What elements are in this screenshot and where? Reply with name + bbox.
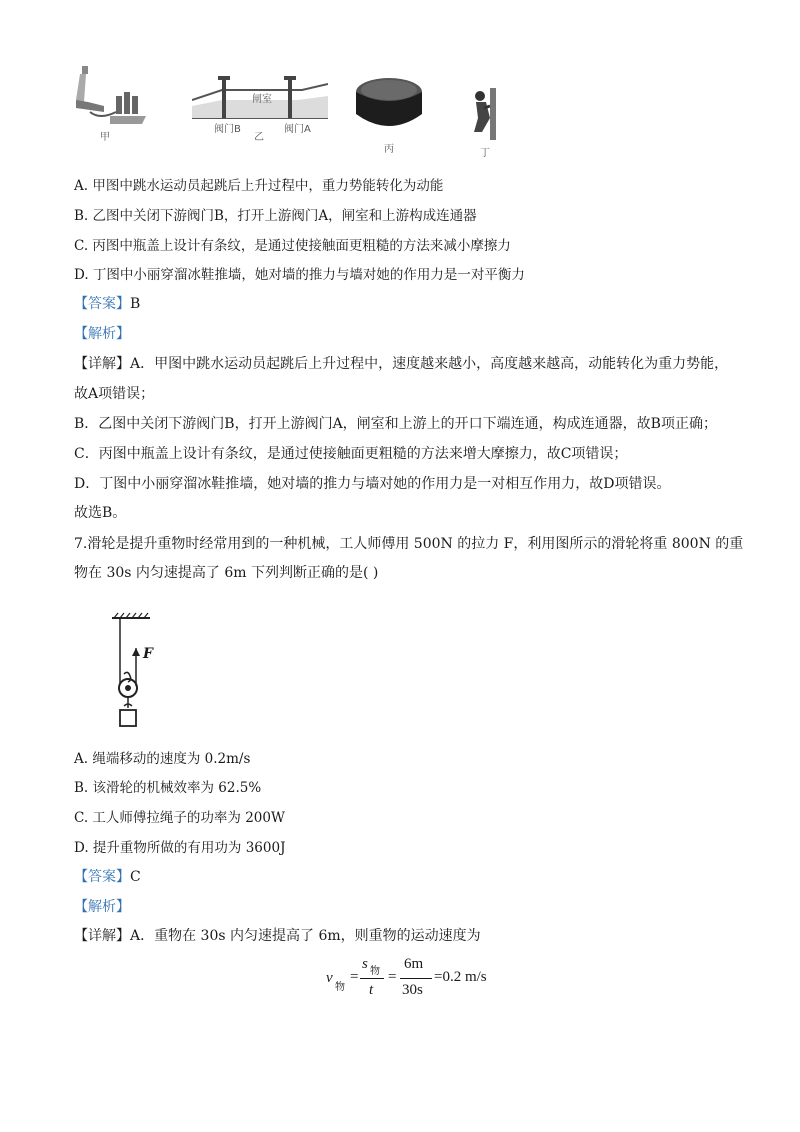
q6-option-c: C. 丙图中瓶盖上设计有条纹，是通过使接触面更粗糙的方法来减小摩擦力 (74, 238, 511, 254)
caption-valve-a: 阀门A (284, 124, 311, 135)
q7-stem-line-1: 7.滑轮是提升重物时经常用到的一种机械，工人师傅用 500N 的拉力 F，利用图所示的滑轮将重 800N 的重 (74, 536, 744, 552)
answer-tag: 【答案】 (74, 296, 130, 312)
formula-s: s (362, 956, 368, 972)
formula-v: v (326, 970, 333, 986)
wall-push-figure (468, 88, 504, 144)
formula-num: 6m (404, 956, 424, 972)
q6-analysis-tag: 【解析】 (74, 326, 130, 342)
formula-result: =0.2 m/s (434, 969, 487, 985)
caption-valve-b: 阀门B (214, 124, 241, 135)
detail-text: A．甲图中跳水运动员起跳后上升过程中，速度越来越小，高度越来越高，动能转化为重力势能， (130, 356, 729, 372)
caption-ding: 丁 (480, 148, 490, 159)
q7-stem-line-2: 物在 30s 内匀速提高了 6m 下列判断正确的是( ) (74, 565, 379, 581)
caption-lock-chamber: 闸室 (252, 94, 272, 105)
detail-tag: 【详解】 (74, 928, 130, 944)
q6-option-d: D. 丁图中小丽穿溜冰鞋推墙，她对墙的推力与墙对她的作用力是一对平衡力 (74, 267, 525, 283)
caption-bing: 丙 (384, 144, 394, 155)
formula-s-sub: 物 (370, 966, 380, 977)
answer-tag: 【答案】 (74, 869, 130, 885)
fraction-bar-2 (400, 978, 432, 979)
formula-v-sub: 物 (335, 982, 345, 993)
detail-tag: 【详解】 (74, 356, 130, 372)
q7-option-d: D. 提升重物所做的有用功为 3600J (74, 840, 286, 856)
q6-detail-line-2: 故A项错误； (74, 386, 155, 402)
q7-option-c: C. 工人师傅拉绳子的功率为 200W (74, 810, 285, 826)
velocity-formula (326, 952, 496, 1012)
fraction-bar-1 (360, 978, 384, 979)
formula-t: t (369, 982, 374, 998)
bottle-cap-figure (354, 74, 424, 138)
q7-option-a: A. 绳端移动的速度为 0.2m/s (74, 751, 251, 767)
q6-option-a: A. 甲图中跳水运动员起跳后上升过程中，重力势能转化为动能 (74, 178, 444, 194)
force-label: F (143, 646, 153, 662)
q6-answer (74, 294, 140, 314)
q7-option-b: B. 该滑轮的机械效率为 62.5% (74, 780, 262, 796)
q6-detail-line-5: D．丁图中小丽穿溜冰鞋推墙，她对墙的推力与墙对她的作用力是一对相互作用力，故D项错误。 (74, 476, 671, 492)
answer-value: C (130, 869, 141, 885)
q6-detail-line-3: B．乙图中关闭下游阀门B，打开上游阀门A，闸室和上游上的开口下端连通，构成连通器，故B项正确； (74, 416, 717, 432)
q6-detail-line-4: C．丙图中瓶盖上设计有条纹，是通过使接触面更粗糙的方法来增大摩擦力，故C项错误； (74, 446, 628, 462)
caption-yi: 乙 (254, 132, 264, 143)
pulley-figure (106, 612, 166, 736)
diver-figure (70, 62, 150, 142)
q7-detail-line (74, 926, 481, 946)
q6-option-b: B. 乙图中关闭下游阀门B，打开上游阀门A，闸室和上游构成连通器 (74, 208, 477, 224)
detail-text: A．重物在 30s 内匀速提高了 6m，则重物的运动速度为 (130, 928, 481, 944)
q7-answer (74, 867, 141, 887)
q6-detail-line-1 (74, 354, 728, 374)
caption-jia: 甲 (100, 132, 110, 143)
q7-analysis-tag: 【解析】 (74, 899, 130, 915)
q6-detail-line-6: 故选B。 (74, 505, 127, 521)
figure-row-q6 (70, 62, 510, 162)
formula-eq1: = (350, 969, 359, 985)
answer-value: B (130, 296, 141, 312)
formula-den: 30s (402, 982, 423, 998)
formula-eq2: = (388, 969, 397, 985)
